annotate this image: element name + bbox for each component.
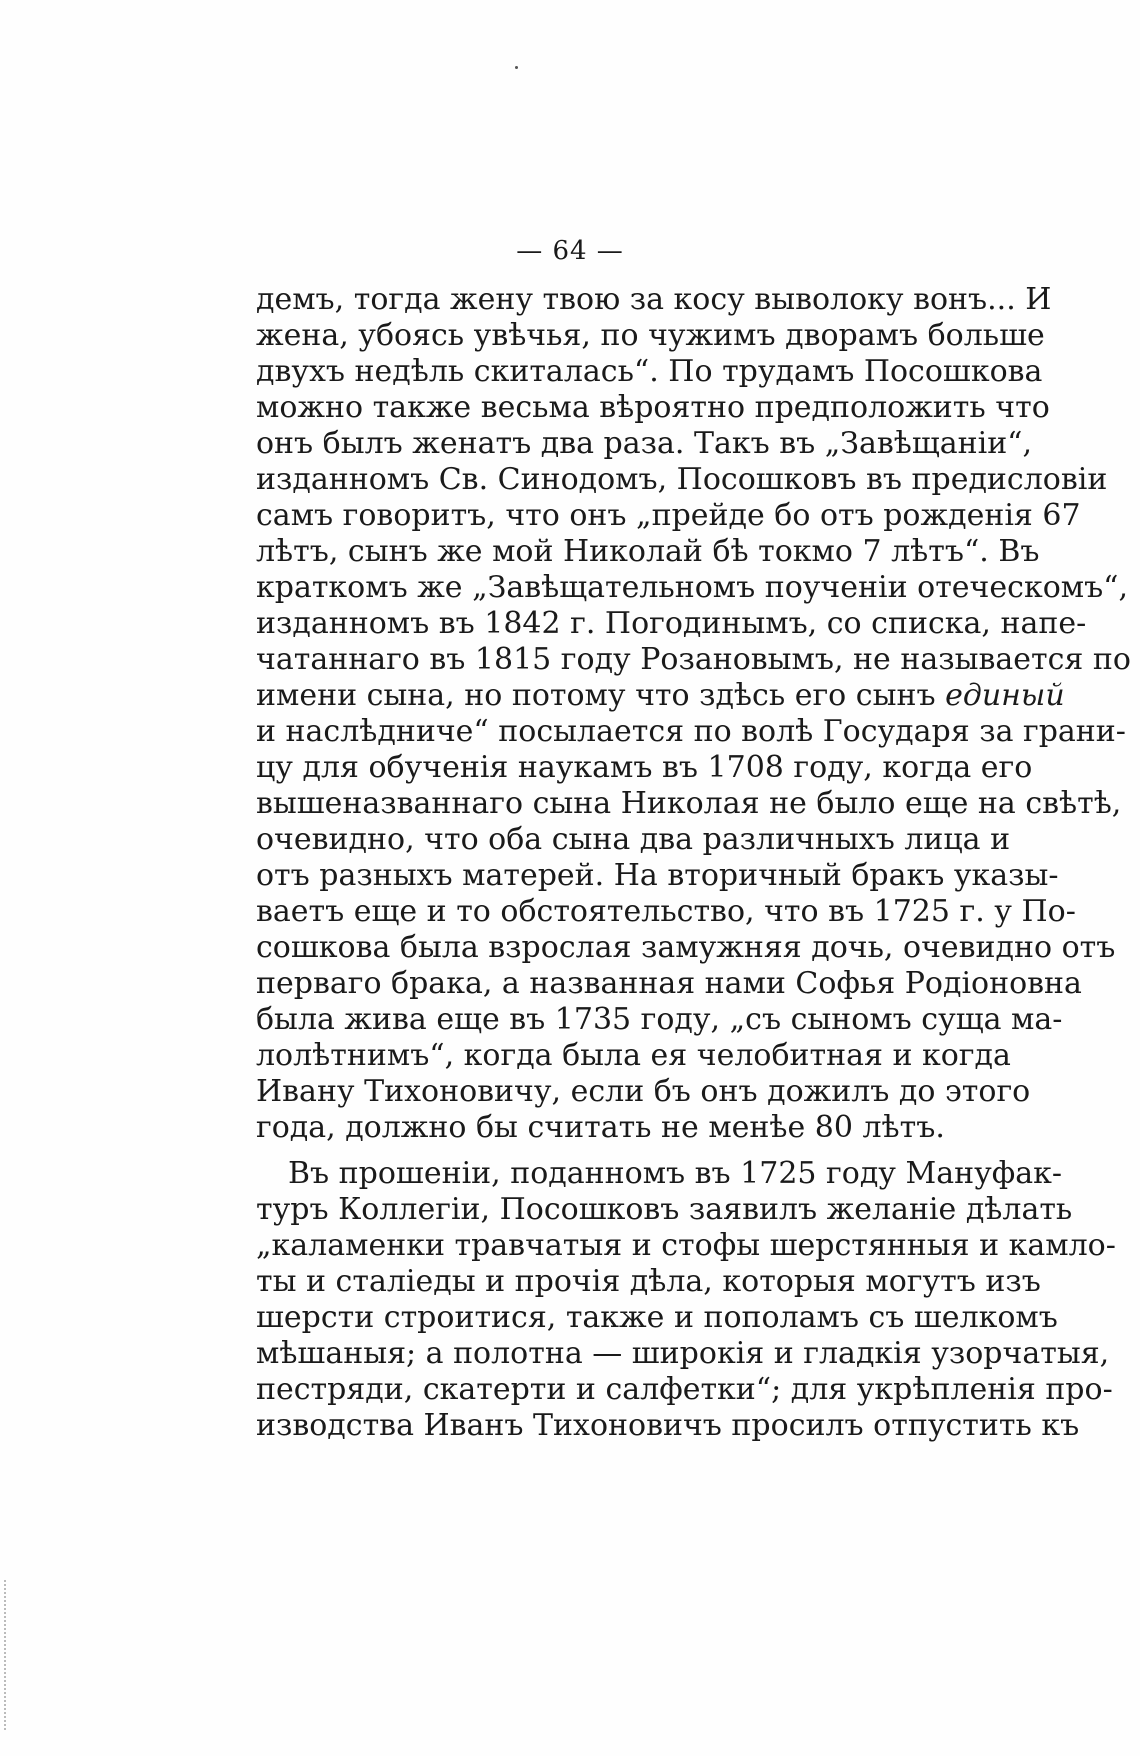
- text-line: Ивану Тихоновичу, если бъ онъ дожилъ до этого: [256, 1074, 1031, 1109]
- text-line: ты и сталіеды и прочія дѣла, которыя могутъ изъ: [256, 1264, 1041, 1299]
- text-line: жена, убоясь увѣчья, по чужимъ дворамъ больше: [256, 318, 1045, 353]
- italic-word: единый: [945, 678, 1065, 713]
- text-line: шерсти строитися, также и пополамъ съ шелкомъ: [256, 1300, 1058, 1335]
- paragraph-gap: [256, 1146, 1008, 1156]
- text-line: туръ Коллегіи, Посошковъ заявилъ желаніе дѣлать: [256, 1192, 1073, 1227]
- text-line: изданномъ Св. Синодомъ, Посошковъ въ предисловіи: [256, 462, 1108, 497]
- text-line: „каламенки травчатыя и стофы шерстянныя и камло-: [256, 1228, 1116, 1263]
- text-line: была жива еще въ 1735 году, „съ сыномъ суща ма-: [256, 1002, 1063, 1037]
- text-line: изводства Иванъ Тихоновичъ просилъ отпустить къ: [256, 1408, 1080, 1443]
- page-edge-marks: [4, 1580, 8, 1730]
- text-line: самъ говоритъ, что онъ „прейде бо отъ рожденія 67: [256, 498, 1081, 533]
- text-line-with-italic: [256, 678, 1065, 714]
- text-line: двухъ недѣль скиталась“. По трудамъ Посошкова: [256, 354, 1043, 389]
- text-line: ваетъ еще и то обстоятельство, что въ 1725 г. у По-: [256, 894, 1076, 929]
- text-line: лолѣтнимъ“, когда была ея челобитная и когда: [256, 1038, 1011, 1073]
- page-number: — 64 —: [516, 236, 624, 266]
- text-line: очевидно, что оба сына два различныхъ лица и: [256, 822, 1011, 857]
- paragraph: [256, 1156, 1116, 1444]
- text-segment: имени сына, но потому что здѣсь его сынъ: [256, 678, 936, 713]
- text-line: краткомъ же „Завѣщательномъ поученіи отеческомъ“,: [256, 570, 1129, 605]
- text-line: перваго брака, а названная нами Софья Родіоновна: [256, 966, 1082, 1001]
- text-line: лѣтъ, сынъ же мой Николай бѣ токмо 7 лѣтъ“. Въ: [256, 534, 1040, 569]
- text-line: года, должно бы считать не менѣе 80 лѣтъ.: [256, 1110, 945, 1145]
- text-line: мѣшаныя; а полотна — широкія и гладкія узорчатыя,: [256, 1336, 1110, 1371]
- text-line: цу для обученія наукамъ въ 1708 году, когда его: [256, 750, 1033, 785]
- text-line: пестряди, скатерти и салфетки“; для укрѣпленія про-: [256, 1372, 1113, 1407]
- text-line: онъ былъ женатъ два раза. Такъ въ „Завѣщаніи“,: [256, 426, 1033, 461]
- paragraph: [256, 282, 1131, 1146]
- text-line: изданномъ въ 1842 г. Погодинымъ, со списка, напе-: [256, 606, 1087, 641]
- text-line: Въ прошеніи, поданномъ въ 1725 году Мануфак-: [288, 1156, 1062, 1191]
- print-speck: [515, 66, 518, 69]
- text-line: и наслѣдниче“ посылается по волѣ Государя за грани-: [256, 714, 1126, 749]
- text-line: чатаннаго въ 1815 году Розановымъ, не называется по: [256, 642, 1131, 677]
- body-text: [256, 282, 1131, 1444]
- text-line: можно также весьма вѣроятно предположить что: [256, 390, 1050, 425]
- text-line: демъ, тогда жену твою за косу выволоку вонъ... И: [256, 282, 1052, 317]
- text-line: вышеназваннаго сына Николая не было еще на свѣтѣ,: [256, 786, 1122, 821]
- text-line: сошкова была взрослая замужняя дочь, очевидно отъ: [256, 930, 1116, 965]
- text-line: отъ разныхъ матерей. На вторичный бракъ указы-: [256, 858, 1059, 893]
